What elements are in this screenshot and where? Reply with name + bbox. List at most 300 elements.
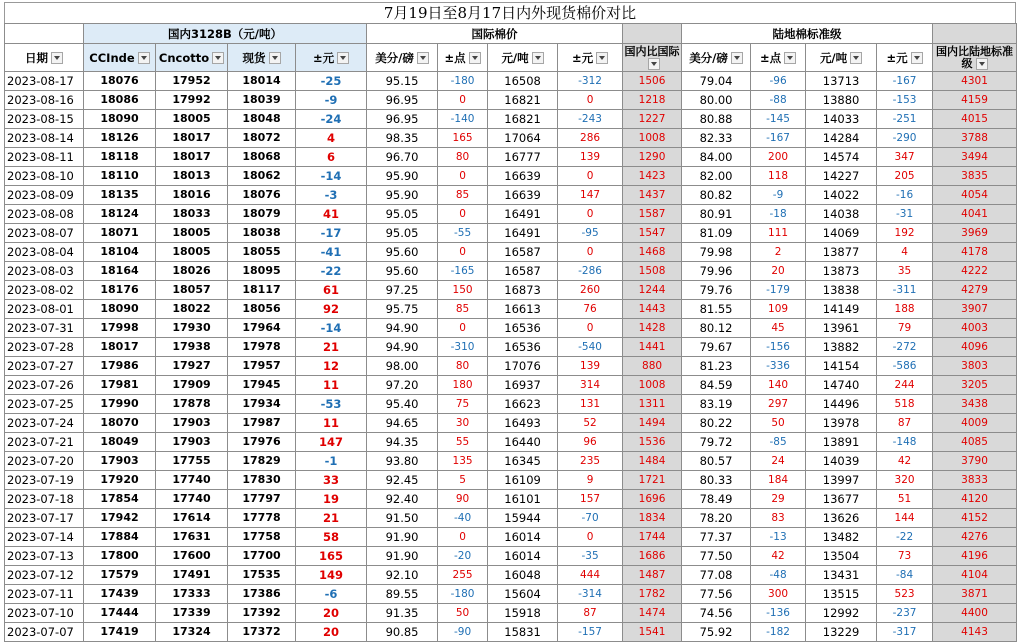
cell-dvi[interactable]: 1696 [623,490,682,509]
cell-usd2[interactable]: 80.82 [682,186,751,205]
cell-dvi[interactable]: 1437 [623,186,682,205]
cell-yt[interactable]: 15604 [488,585,558,604]
cell-pts[interactable]: 30 [438,414,488,433]
cell-spot[interactable]: 18117 [228,281,296,300]
cell-spot[interactable]: 17957 [228,357,296,376]
cell-chg3[interactable]: 205 [877,167,933,186]
cell-usd[interactable]: 92.40 [367,490,438,509]
cell-yt2[interactable]: 13677 [806,490,877,509]
cell-yt2[interactable]: 14740 [806,376,877,395]
filter-dropdown-icon[interactable] [138,52,150,64]
cell-cci[interactable]: 18124 [84,205,156,224]
filter-dropdown-icon[interactable] [596,52,608,64]
cell-spot[interactable]: 17797 [228,490,296,509]
cell-chg3[interactable]: 518 [877,395,933,414]
cell-yt[interactable]: 16493 [488,414,558,433]
cell-dvl[interactable]: 4301 [933,72,1017,91]
cell-pts2[interactable]: -156 [751,338,806,357]
cell-chg3[interactable]: -22 [877,528,933,547]
cell-dvi[interactable]: 1008 [623,376,682,395]
cell-usd[interactable]: 97.25 [367,281,438,300]
cell-pts[interactable]: -55 [438,224,488,243]
cell-cci[interactable]: 17920 [84,471,156,490]
cell-spot[interactable]: 17945 [228,376,296,395]
cell-chg[interactable]: -9 [296,91,367,110]
cell-dvl[interactable]: 4400 [933,604,1017,623]
cell-dvl[interactable]: 4279 [933,281,1017,300]
cell-chg3[interactable]: -290 [877,129,933,148]
cell-yt2[interactable]: 13877 [806,243,877,262]
cell-chg3[interactable]: 35 [877,262,933,281]
cell-usd[interactable]: 95.75 [367,300,438,319]
cell-chg[interactable]: -14 [296,167,367,186]
cell-chg3[interactable]: 320 [877,471,933,490]
cell-dvi[interactable]: 1311 [623,395,682,414]
cell-usd2[interactable]: 78.49 [682,490,751,509]
cell-chg3[interactable]: 4 [877,243,933,262]
cell-dvl[interactable]: 3205 [933,376,1017,395]
cell-chg[interactable]: 21 [296,338,367,357]
cell-dvi[interactable]: 1744 [623,528,682,547]
cell-usd2[interactable]: 80.22 [682,414,751,433]
cell-yt[interactable]: 16440 [488,433,558,452]
cell-usd[interactable]: 91.90 [367,528,438,547]
cell-dvl[interactable]: 3438 [933,395,1017,414]
cell-cnc[interactable]: 18022 [156,300,228,319]
cell-spot[interactable]: 18062 [228,167,296,186]
cell-yt2[interactable]: 13882 [806,338,877,357]
cell-usd2[interactable]: 79.04 [682,72,751,91]
cell-chg[interactable]: -17 [296,224,367,243]
cell-pts2[interactable]: -18 [751,205,806,224]
cell-dvi[interactable]: 1494 [623,414,682,433]
col-header-dom-vs-intl[interactable] [623,44,682,72]
cell-yt[interactable]: 16821 [488,110,558,129]
cell-chg[interactable]: 33 [296,471,367,490]
cell-chg3[interactable]: -31 [877,205,933,224]
cell-dvl[interactable]: 3803 [933,357,1017,376]
cell-pts[interactable]: 0 [438,205,488,224]
cell-dvi[interactable]: 1541 [623,623,682,642]
cell-pts2[interactable]: 200 [751,148,806,167]
cell-pts2[interactable]: 111 [751,224,806,243]
cell-cnc[interactable]: 18017 [156,148,228,167]
cell-spot[interactable]: 18056 [228,300,296,319]
cell-cnc[interactable]: 17740 [156,471,228,490]
cell-chg[interactable]: 20 [296,623,367,642]
cell-chg2[interactable]: 0 [558,319,623,338]
cell-usd2[interactable]: 84.00 [682,148,751,167]
cell-chg2[interactable]: 286 [558,129,623,148]
cell-pts2[interactable]: 140 [751,376,806,395]
cell-dvi[interactable]: 1441 [623,338,682,357]
cell-spot[interactable]: 18048 [228,110,296,129]
cell-yt2[interactable]: 13838 [806,281,877,300]
cell-usd[interactable]: 92.45 [367,471,438,490]
cell-yt2[interactable]: 14284 [806,129,877,148]
cell-chg2[interactable]: -157 [558,623,623,642]
cell-usd2[interactable]: 77.50 [682,547,751,566]
cell-cci[interactable]: 18076 [84,72,156,91]
cell-usd[interactable]: 95.60 [367,262,438,281]
cell-pts[interactable]: 255 [438,566,488,585]
cell-pts2[interactable]: -96 [751,72,806,91]
cell-yt[interactable]: 16014 [488,528,558,547]
filter-dropdown-icon[interactable] [469,52,481,64]
cell-cci[interactable]: 18118 [84,148,156,167]
cell-spot[interactable]: 18068 [228,148,296,167]
cell-usd2[interactable]: 79.98 [682,243,751,262]
cell-yt2[interactable]: 13431 [806,566,877,585]
cell-date[interactable]: 2023-07-21 [5,433,84,452]
cell-cci[interactable]: 18070 [84,414,156,433]
cell-spot[interactable]: 17372 [228,623,296,642]
cell-dvl[interactable]: 3788 [933,129,1017,148]
cell-dvi[interactable]: 1474 [623,604,682,623]
cell-dvi[interactable]: 1834 [623,509,682,528]
cell-cnc[interactable]: 18005 [156,224,228,243]
cell-date[interactable]: 2023-07-07 [5,623,84,642]
cell-yt2[interactable]: 13891 [806,433,877,452]
cell-cci[interactable]: 17854 [84,490,156,509]
cell-pts[interactable]: 150 [438,281,488,300]
cell-usd[interactable]: 95.05 [367,224,438,243]
cell-dvl[interactable]: 4003 [933,319,1017,338]
cell-pts2[interactable]: -48 [751,566,806,585]
cell-chg[interactable]: 11 [296,414,367,433]
cell-chg2[interactable]: 139 [558,148,623,167]
cell-usd2[interactable]: 77.08 [682,566,751,585]
cell-spot[interactable]: 17978 [228,338,296,357]
cell-date[interactable]: 2023-07-28 [5,338,84,357]
cell-chg[interactable]: 21 [296,509,367,528]
filter-dropdown-icon[interactable] [51,52,63,64]
cell-usd2[interactable]: 80.91 [682,205,751,224]
cell-cci[interactable]: 18071 [84,224,156,243]
cell-chg3[interactable]: -148 [877,433,933,452]
cell-chg2[interactable]: 0 [558,91,623,110]
cell-dvi[interactable]: 1487 [623,566,682,585]
cell-chg3[interactable]: 51 [877,490,933,509]
cell-dvl[interactable]: 3871 [933,585,1017,604]
cell-pts[interactable]: -20 [438,547,488,566]
cell-pts[interactable]: 0 [438,167,488,186]
cell-usd2[interactable]: 74.56 [682,604,751,623]
filter-dropdown-icon[interactable] [417,52,429,64]
cell-cnc[interactable]: 17333 [156,585,228,604]
cell-chg[interactable]: 11 [296,376,367,395]
cell-usd2[interactable]: 83.19 [682,395,751,414]
cell-pts2[interactable]: -182 [751,623,806,642]
cell-cci[interactable]: 17444 [84,604,156,623]
cell-spot[interactable]: 18055 [228,243,296,262]
cell-chg2[interactable]: -243 [558,110,623,129]
filter-dropdown-icon[interactable] [648,58,660,70]
cell-yt[interactable]: 16048 [488,566,558,585]
cell-yt2[interactable]: 14227 [806,167,877,186]
cell-yt2[interactable]: 14154 [806,357,877,376]
cell-chg3[interactable]: -311 [877,281,933,300]
cell-cci[interactable]: 18104 [84,243,156,262]
cell-dvl[interactable]: 3833 [933,471,1017,490]
cell-yt[interactable]: 16587 [488,243,558,262]
cell-date[interactable]: 2023-08-04 [5,243,84,262]
cell-chg[interactable]: -25 [296,72,367,91]
col-header-usd-lb2[interactable] [682,44,751,72]
cell-yt2[interactable]: 14496 [806,395,877,414]
cell-cnc[interactable]: 17909 [156,376,228,395]
cell-pts[interactable]: 135 [438,452,488,471]
cell-chg2[interactable]: 9 [558,471,623,490]
cell-date[interactable]: 2023-07-31 [5,319,84,338]
cell-date[interactable]: 2023-07-27 [5,357,84,376]
cell-dvl[interactable]: 4104 [933,566,1017,585]
cell-pts2[interactable]: -167 [751,129,806,148]
cell-dvl[interactable]: 3969 [933,224,1017,243]
cell-spot[interactable]: 17829 [228,452,296,471]
col-header-date[interactable] [5,44,84,72]
cell-usd2[interactable]: 79.72 [682,433,751,452]
cell-pts2[interactable]: -88 [751,91,806,110]
cell-pts2[interactable]: 20 [751,262,806,281]
cell-chg2[interactable]: -314 [558,585,623,604]
cell-cci[interactable]: 17942 [84,509,156,528]
cell-spot[interactable]: 17758 [228,528,296,547]
col-header-ccindex[interactable] [84,44,156,72]
cell-yt[interactable]: 16491 [488,205,558,224]
cell-spot[interactable]: 17386 [228,585,296,604]
cell-chg3[interactable]: 347 [877,148,933,167]
cell-date[interactable]: 2023-07-14 [5,528,84,547]
col-header-chg2[interactable] [558,44,623,72]
cell-date[interactable]: 2023-07-17 [5,509,84,528]
cell-chg2[interactable]: 52 [558,414,623,433]
cell-pts[interactable]: -165 [438,262,488,281]
cell-usd2[interactable]: 78.20 [682,509,751,528]
cell-yt2[interactable]: 13515 [806,585,877,604]
cell-yt2[interactable]: 12992 [806,604,877,623]
cell-date[interactable]: 2023-07-10 [5,604,84,623]
cell-cnc[interactable]: 18016 [156,186,228,205]
cell-dvi[interactable]: 1508 [623,262,682,281]
cell-yt[interactable]: 16587 [488,262,558,281]
cell-usd2[interactable]: 79.96 [682,262,751,281]
cell-yt[interactable]: 16777 [488,148,558,167]
cell-yt2[interactable]: 13229 [806,623,877,642]
cell-date[interactable]: 2023-08-03 [5,262,84,281]
cell-yt2[interactable]: 14039 [806,452,877,471]
cell-dvi[interactable]: 1484 [623,452,682,471]
cell-chg[interactable]: 147 [296,433,367,452]
col-header-cncotton[interactable] [156,44,228,72]
cell-chg3[interactable]: 73 [877,547,933,566]
cell-cnc[interactable]: 17927 [156,357,228,376]
cell-cci[interactable]: 17579 [84,566,156,585]
cell-spot[interactable]: 17392 [228,604,296,623]
cell-dvl[interactable]: 3835 [933,167,1017,186]
cell-chg[interactable]: -14 [296,319,367,338]
cell-chg2[interactable]: -95 [558,224,623,243]
cell-yt2[interactable]: 14033 [806,110,877,129]
cell-cnc[interactable]: 17631 [156,528,228,547]
cell-usd2[interactable]: 79.67 [682,338,751,357]
cell-date[interactable]: 2023-07-12 [5,566,84,585]
cell-spot[interactable]: 17987 [228,414,296,433]
cell-date[interactable]: 2023-08-01 [5,300,84,319]
cell-chg[interactable]: 61 [296,281,367,300]
cell-cci[interactable]: 18110 [84,167,156,186]
cell-pts2[interactable]: -9 [751,186,806,205]
cell-dvl[interactable]: 4096 [933,338,1017,357]
cell-chg2[interactable]: -70 [558,509,623,528]
cell-cnc[interactable]: 17930 [156,319,228,338]
cell-usd[interactable]: 98.35 [367,129,438,148]
cell-dvl[interactable]: 4152 [933,509,1017,528]
cell-spot[interactable]: 18039 [228,91,296,110]
filter-dropdown-icon[interactable] [731,52,743,64]
cell-spot[interactable]: 18076 [228,186,296,205]
cell-usd[interactable]: 93.80 [367,452,438,471]
cell-dvi[interactable]: 880 [623,357,682,376]
cell-chg3[interactable]: -153 [877,91,933,110]
cell-usd2[interactable]: 80.12 [682,319,751,338]
cell-chg[interactable]: 4 [296,129,367,148]
cell-yt2[interactable]: 14574 [806,148,877,167]
cell-usd2[interactable]: 77.37 [682,528,751,547]
cell-chg[interactable]: 149 [296,566,367,585]
cell-pts2[interactable]: 83 [751,509,806,528]
cell-chg3[interactable]: 192 [877,224,933,243]
cell-dvl[interactable]: 4196 [933,547,1017,566]
cell-usd2[interactable]: 81.55 [682,300,751,319]
cell-cci[interactable]: 17884 [84,528,156,547]
col-header-usd-lb[interactable] [367,44,438,72]
cell-chg3[interactable]: -272 [877,338,933,357]
cell-pts[interactable]: -180 [438,72,488,91]
cell-chg3[interactable]: -84 [877,566,933,585]
cell-pts2[interactable]: -136 [751,604,806,623]
cell-spot[interactable]: 18079 [228,205,296,224]
cell-usd[interactable]: 95.90 [367,167,438,186]
cell-cnc[interactable]: 17614 [156,509,228,528]
cell-yt2[interactable]: 13978 [806,414,877,433]
cell-dvi[interactable]: 1008 [623,129,682,148]
cell-cci[interactable]: 18176 [84,281,156,300]
cell-dvl[interactable]: 4159 [933,91,1017,110]
cell-chg3[interactable]: -317 [877,623,933,642]
cell-pts2[interactable]: -85 [751,433,806,452]
cell-date[interactable]: 2023-08-14 [5,129,84,148]
cell-chg2[interactable]: -540 [558,338,623,357]
cell-yt2[interactable]: 13997 [806,471,877,490]
cell-usd[interactable]: 91.50 [367,509,438,528]
cell-pts[interactable]: -140 [438,110,488,129]
cell-date[interactable]: 2023-08-11 [5,148,84,167]
cell-yt[interactable]: 16101 [488,490,558,509]
cell-cnc[interactable]: 17903 [156,414,228,433]
cell-spot[interactable]: 17830 [228,471,296,490]
cell-pts[interactable]: 80 [438,357,488,376]
cell-pts2[interactable]: 109 [751,300,806,319]
cell-spot[interactable]: 18095 [228,262,296,281]
cell-spot[interactable]: 17535 [228,566,296,585]
cell-pts[interactable]: 80 [438,148,488,167]
cell-date[interactable]: 2023-08-07 [5,224,84,243]
cell-date[interactable]: 2023-08-17 [5,72,84,91]
cell-date[interactable]: 2023-08-15 [5,110,84,129]
cell-pts2[interactable]: 45 [751,319,806,338]
cell-cnc[interactable]: 18005 [156,243,228,262]
cell-yt[interactable]: 16345 [488,452,558,471]
cell-chg2[interactable]: 260 [558,281,623,300]
cell-yt[interactable]: 16536 [488,338,558,357]
cell-chg[interactable]: -24 [296,110,367,129]
cell-dvi[interactable]: 1423 [623,167,682,186]
cell-pts[interactable]: 0 [438,91,488,110]
cell-pts[interactable]: 0 [438,243,488,262]
cell-dvl[interactable]: 4054 [933,186,1017,205]
cell-pts2[interactable]: -179 [751,281,806,300]
cell-dvi[interactable]: 1290 [623,148,682,167]
cell-spot[interactable]: 17700 [228,547,296,566]
cell-yt[interactable]: 16639 [488,186,558,205]
cell-dvl[interactable]: 4143 [933,623,1017,642]
cell-chg[interactable]: -22 [296,262,367,281]
cell-usd[interactable]: 94.65 [367,414,438,433]
cell-cci[interactable]: 18017 [84,338,156,357]
cell-dvl[interactable]: 3494 [933,148,1017,167]
cell-chg2[interactable]: 147 [558,186,623,205]
cell-cnc[interactable]: 18026 [156,262,228,281]
cell-usd[interactable]: 90.85 [367,623,438,642]
cell-cci[interactable]: 18086 [84,91,156,110]
cell-chg2[interactable]: -312 [558,72,623,91]
cell-pts[interactable]: 5 [438,471,488,490]
cell-yt[interactable]: 15831 [488,623,558,642]
cell-chg[interactable]: -6 [296,585,367,604]
cell-usd[interactable]: 91.90 [367,547,438,566]
cell-date[interactable]: 2023-07-11 [5,585,84,604]
cell-usd[interactable]: 96.95 [367,110,438,129]
cell-cnc[interactable]: 17878 [156,395,228,414]
cell-dvl[interactable]: 4120 [933,490,1017,509]
cell-cnc[interactable]: 17339 [156,604,228,623]
cell-pts2[interactable]: 118 [751,167,806,186]
cell-usd[interactable]: 89.55 [367,585,438,604]
cell-usd[interactable]: 94.90 [367,338,438,357]
cell-date[interactable]: 2023-08-09 [5,186,84,205]
cell-dvi[interactable]: 1721 [623,471,682,490]
cell-yt2[interactable]: 14149 [806,300,877,319]
cell-yt[interactable]: 16508 [488,72,558,91]
cell-chg[interactable]: 165 [296,547,367,566]
cell-pts2[interactable]: 2 [751,243,806,262]
cell-chg3[interactable]: -237 [877,604,933,623]
cell-cci[interactable]: 18049 [84,433,156,452]
cell-cnc[interactable]: 18057 [156,281,228,300]
cell-chg3[interactable]: -586 [877,357,933,376]
cell-usd[interactable]: 95.60 [367,243,438,262]
cell-spot[interactable]: 17778 [228,509,296,528]
cell-dvl[interactable]: 3907 [933,300,1017,319]
cell-cnc[interactable]: 17903 [156,433,228,452]
cell-spot[interactable]: 17964 [228,319,296,338]
cell-chg2[interactable]: 139 [558,357,623,376]
filter-dropdown-icon[interactable] [337,52,349,64]
cell-dvi[interactable]: 1428 [623,319,682,338]
cell-chg2[interactable]: 444 [558,566,623,585]
cell-spot[interactable]: 18072 [228,129,296,148]
